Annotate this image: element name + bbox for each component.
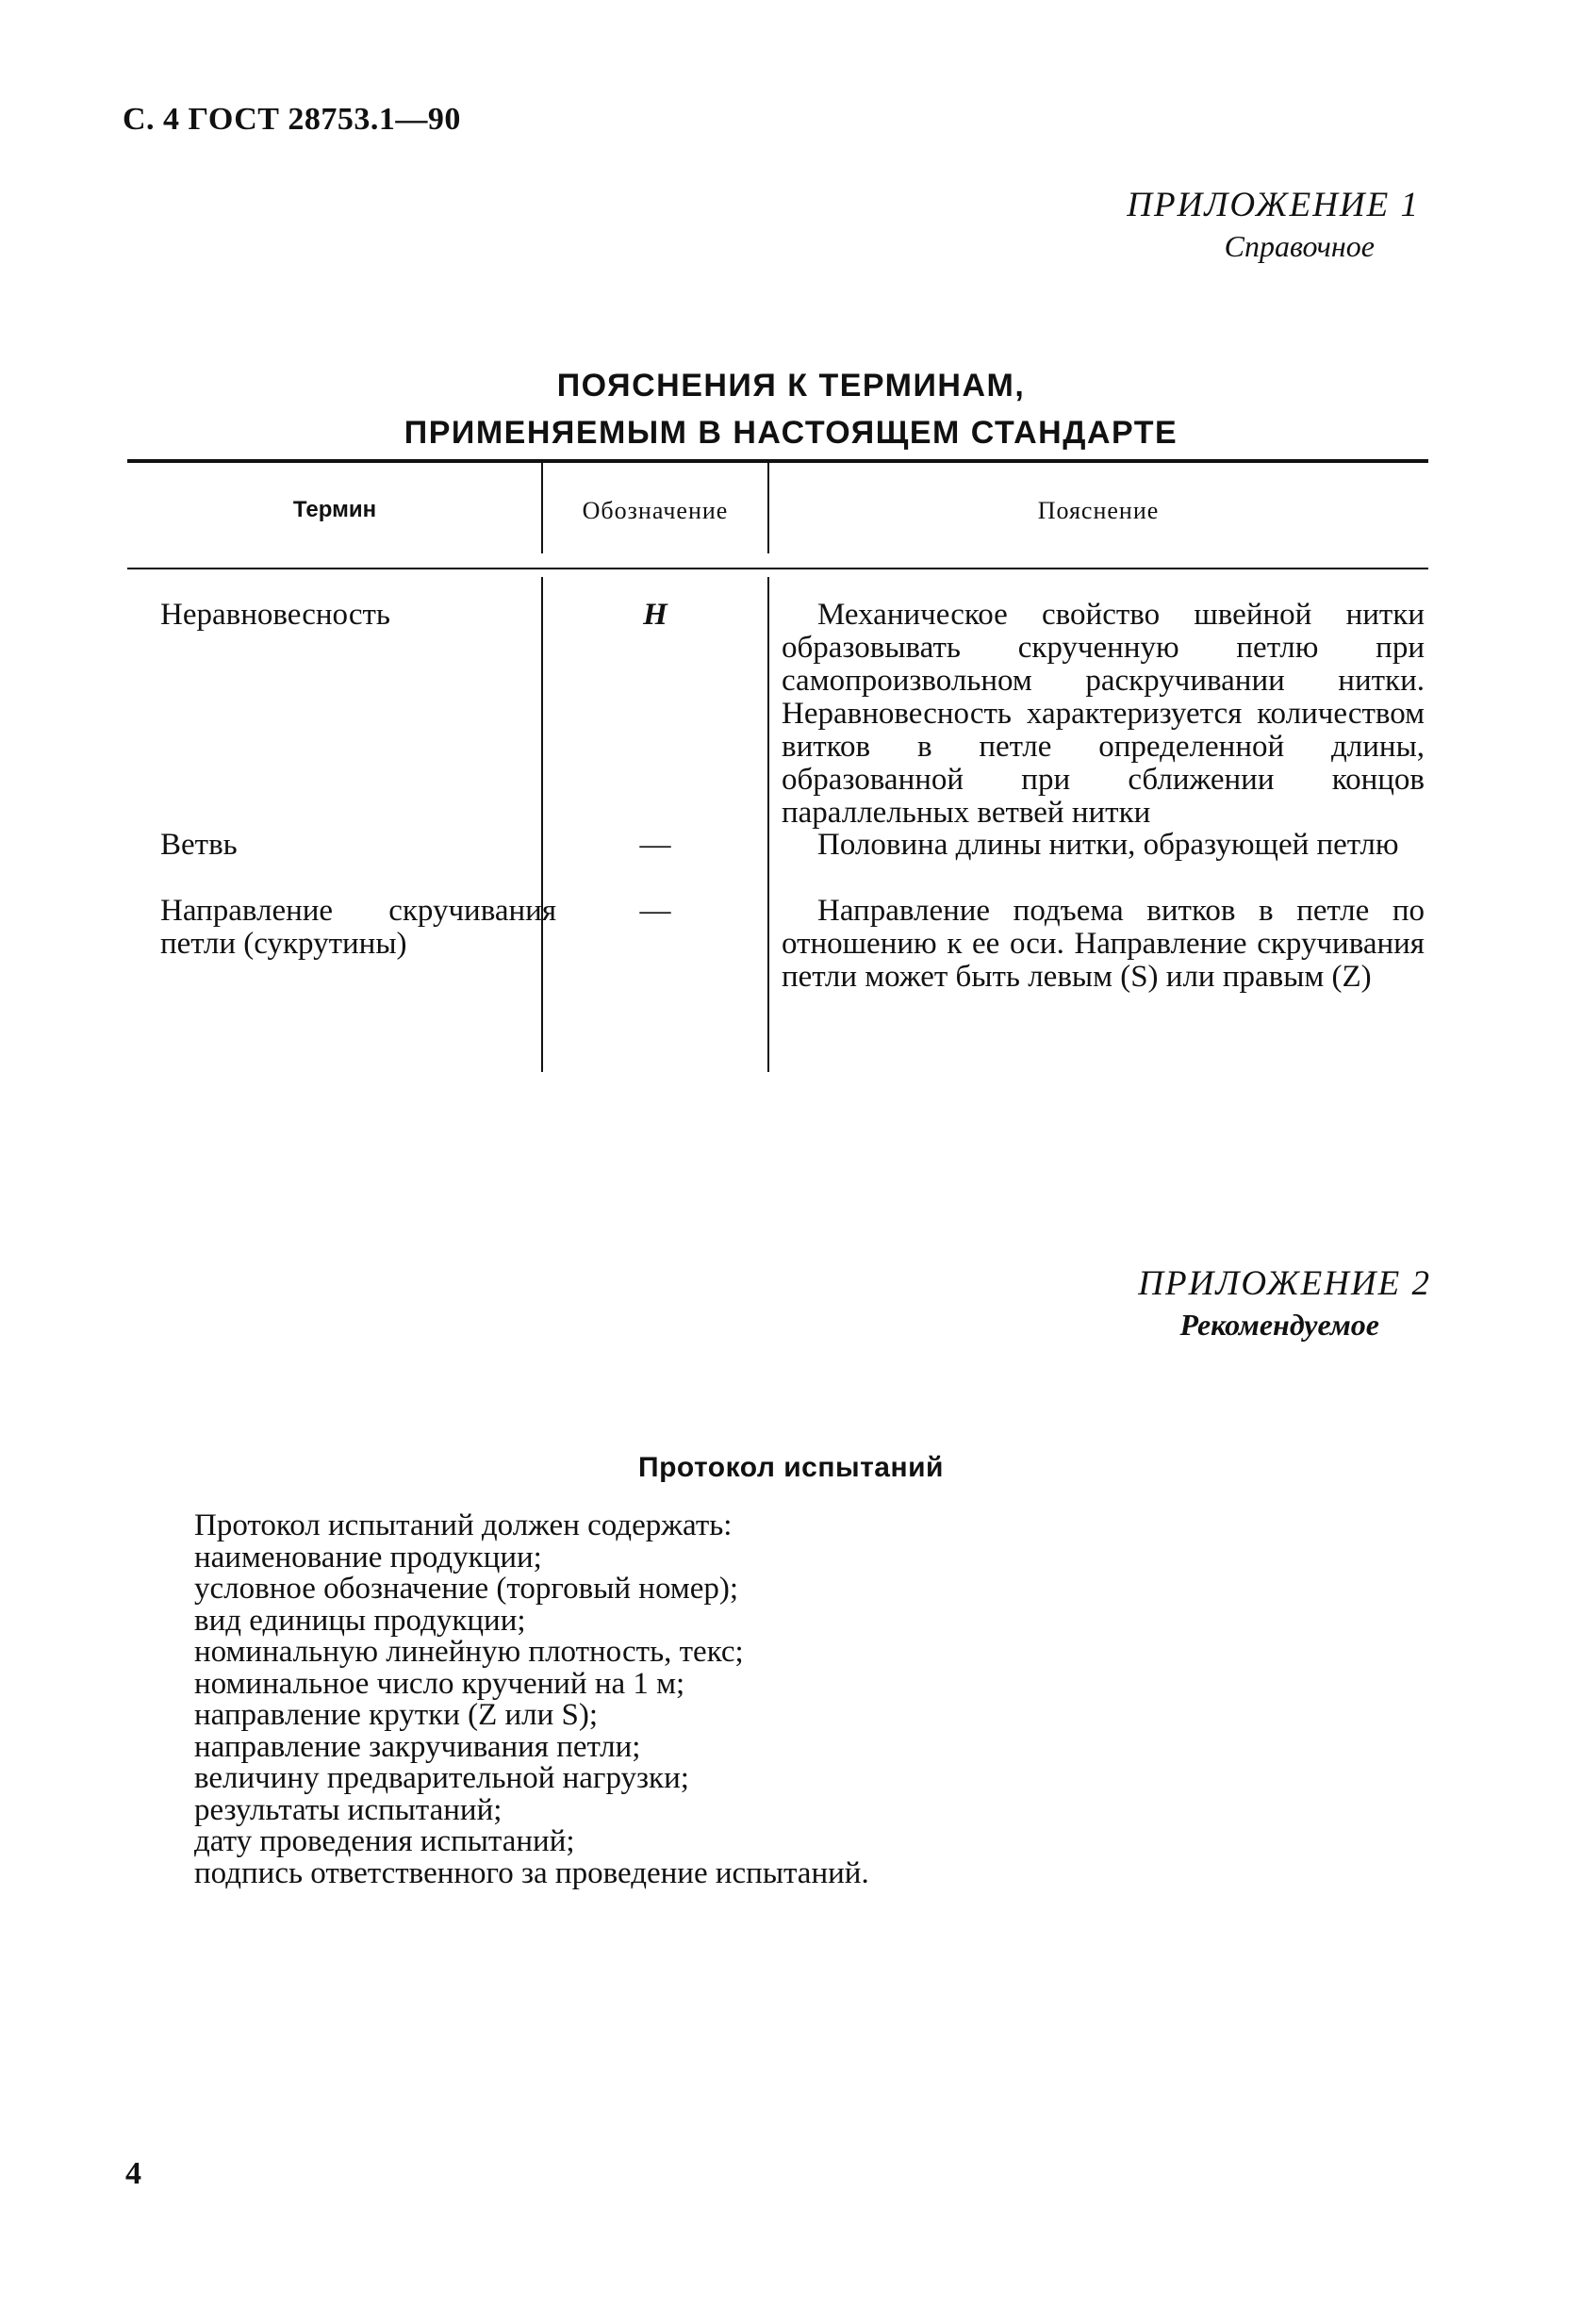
appendix1-label: ПРИЛОЖЕНИЕ 1	[1127, 186, 1420, 224]
appendix1-status: Справочное	[1224, 229, 1375, 263]
page-number: 4	[125, 2156, 141, 2191]
appendix2-status: Рекомендуемое	[1179, 1308, 1379, 1342]
table-title-line1: ПОЯСНЕНИЯ К ТЕРМИНАМ,	[556, 368, 1026, 404]
row3-term: Направление скручивания петли (сукрутины)	[160, 894, 556, 961]
protocol-item: наименование продукции;	[194, 1540, 542, 1574]
row1-term: Неравновесность	[160, 598, 390, 632]
protocol-intro: Протокол испытаний должен содержать:	[194, 1508, 733, 1542]
column-divider-2	[767, 577, 769, 1072]
row1-explanation-text: Механическое свойство швейной нитки образовывать скрученную петлю при самопроизвольном раскручивании нитки. Неравновесность характеризуется количеством витков в петле определенной длины, образованной при сближении концов параллельных ветвей нитки	[782, 598, 1425, 830]
protocol-item: направление закручивания петли;	[194, 1729, 641, 1764]
terms-table	[127, 459, 1428, 1072]
protocol-item: величину предварительной нагрузки;	[194, 1761, 689, 1795]
protocol-item: подпись ответственного за проведение испытаний.	[194, 1855, 869, 1890]
header-symbol: Обозначение	[582, 497, 729, 524]
row2-symbol: —	[639, 828, 671, 862]
row3-symbol: —	[639, 894, 671, 928]
protocol-item: условное обозначение (торговый номер);	[194, 1572, 739, 1606]
protocol-item: вид единицы продукции;	[194, 1603, 526, 1638]
protocol-item: направление крутки (Z или S);	[194, 1698, 599, 1732]
row2-term: Ветвь	[160, 828, 238, 862]
protocol-item: номинальную линейную плотность, текс;	[194, 1635, 744, 1669]
row3-explanation-text: Направление подъема витков в петле по отношению к ее оси. Направление скручивания петли может быть левым (S) или правым (Z)	[782, 894, 1425, 994]
appendix2-label: ПРИЛОЖЕНИЕ 2	[1138, 1264, 1431, 1303]
row1-explanation	[782, 599, 1425, 830]
row2-explanation	[782, 829, 1425, 862]
table-title	[0, 362, 1582, 456]
table-title-line2: ПРИМЕНЯЕМЫМ В НАСТОЯЩЕМ СТАНДАРТЕ	[404, 415, 1178, 451]
protocol-title: Протокол испытаний	[638, 1452, 944, 1483]
row1-symbol: H	[643, 598, 667, 632]
header-term: Термин	[292, 497, 377, 522]
table-header-rule	[127, 568, 1428, 569]
page-header: С. 4 ГОСТ 28753.1—90	[123, 102, 461, 137]
protocol-item: результаты испытаний;	[194, 1792, 503, 1827]
row3-explanation	[782, 895, 1425, 994]
row2-explanation-text: Половина длины нитки, образующей петлю	[817, 828, 1399, 862]
column-divider-1	[541, 577, 543, 1072]
table-top-rule	[127, 459, 1428, 463]
protocol-item: номинальное число кручений на 1 м;	[194, 1666, 685, 1701]
protocol-list	[194, 1510, 869, 1889]
header-explanation: Пояснение	[1037, 497, 1160, 524]
protocol-item: дату проведения испытаний;	[194, 1824, 575, 1858]
